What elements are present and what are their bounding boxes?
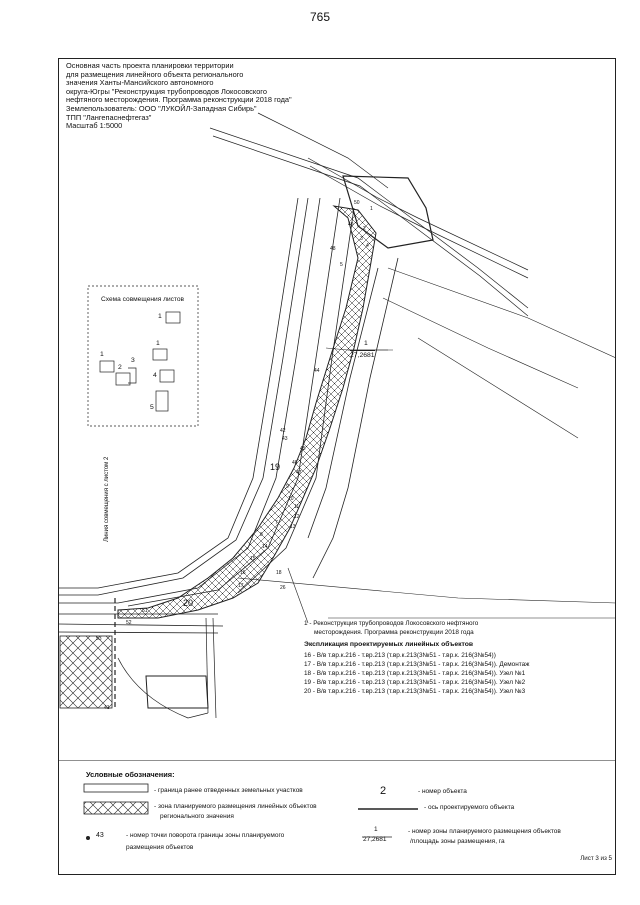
inset-title: Схема совмещения листов: [101, 296, 185, 303]
inset-sheet: [100, 361, 114, 372]
road-lines: [210, 113, 528, 316]
side-combination-label: Линия совмещения с листом 2: [104, 456, 110, 542]
point-number: 3: [360, 236, 363, 242]
inset-sheet: [116, 373, 130, 385]
title-line: Основная часть проекта планировки территории: [66, 61, 234, 70]
point-number: 14: [262, 544, 268, 550]
legend-zone-cont: регионального значения: [160, 813, 234, 820]
point-number: 9: [286, 484, 289, 490]
point-number: 46: [292, 460, 298, 466]
zone-symbol: [84, 802, 148, 814]
point-number: 47: [296, 470, 302, 476]
inset-sheet: [160, 370, 174, 382]
point-number: 43: [282, 436, 288, 442]
point-number: 52: [126, 620, 132, 626]
sheet-counter: Лист 3 из 5: [580, 855, 612, 862]
object-number: 19: [270, 462, 281, 472]
inset-sheet-label: 1: [156, 340, 160, 347]
legend-zone: - зона планируемого размещения линейных объектов: [154, 803, 317, 810]
point-number: 50: [354, 200, 360, 206]
point-number: 41: [104, 705, 110, 711]
point-number: 15: [250, 556, 256, 562]
planned-zone-left: [60, 636, 112, 708]
legend-boundary: - граница ранее отведенных земельных участков: [154, 787, 303, 794]
zone-number: 1: [364, 340, 368, 347]
boundary-symbol: [84, 784, 148, 792]
explication-lead: месторождения. Программа реконструкции 2018 года: [314, 628, 474, 636]
point-number: 16: [240, 570, 246, 576]
explication-row: 20 - В/в т.вр.к.216 - т.вр.213 (т.вр.к.213(3№51 - т.вр.к. 216(3№54)). Узел №3: [304, 687, 526, 695]
explication-row: 19 - В/в т.вр.к.216 - т.вр.213 (т.вр.к.213(3№51 - т.вр.к. 216(3№54)). Узел №2: [304, 678, 526, 686]
title-line: нефтяного месторождения. Программа реконструкции 2018 года": [66, 95, 292, 105]
inset-sheet-label: 1: [158, 313, 162, 320]
point-number: 13: [290, 524, 296, 530]
legend-fraction-cont: /площадь зоны размещения, га: [410, 838, 505, 845]
point-number: 7: [275, 520, 278, 526]
legend-fraction: - номер зоны планируемого размещения объектов: [408, 828, 561, 835]
zone-area: 27,2681: [350, 352, 375, 359]
bottom-pad: [146, 676, 208, 708]
point-number: 5: [340, 262, 343, 268]
explication-row: 18 - В/в т.вр.к.216 - т.вр.213 (т.вр.к.213(3№51 - т.вр.к. 216(3№54)). Узел №1: [304, 669, 526, 677]
corridor-lines: [58, 198, 398, 606]
legend-point-cont: размещения объектов: [126, 844, 194, 851]
legend-fraction-num: 1: [374, 826, 378, 833]
explication-row: 17 - В/в т.вр.к.216 - т.вр.213 (т.вр.к.213(3№51 - т.вр.к. 216(3№54)). Демонтаж: [304, 661, 530, 669]
inset-scheme: [88, 286, 198, 426]
legend-point-sample: 43: [96, 832, 104, 839]
inset-sheet-label: 2: [118, 364, 122, 371]
legend-point: - номер точки поворота границы зоны планируемого: [126, 832, 285, 839]
point-number: 18: [276, 570, 282, 576]
inset-sheet: [166, 312, 180, 323]
point-number: 8: [260, 532, 263, 538]
explication: [304, 620, 604, 696]
point-number: 48: [330, 246, 336, 252]
inset-sheet: [128, 368, 136, 383]
explication-title: Экспликация проектируемых линейных объектов: [304, 640, 474, 648]
planned-zone: [118, 206, 376, 618]
explication-lead: 1 - Реконструкция трубопроводов Локосовского нефтяного: [304, 620, 479, 627]
inset-sheet-label: 4: [153, 372, 157, 379]
point-number: 53: [96, 636, 102, 642]
inset-sheet-label: 3: [131, 357, 135, 364]
legend-axis: - ось проектируемого объекта: [424, 804, 515, 811]
inset-sheet-label: 5: [150, 404, 154, 411]
point-number: 42: [280, 428, 286, 434]
point-number: 10: [288, 496, 294, 502]
point-number: 51: [142, 608, 148, 614]
legend-object-sample: 2: [380, 785, 387, 797]
scale-label: Масштаб 1:5000: [66, 121, 123, 131]
point-number: 17: [238, 583, 244, 589]
point-symbol: [86, 836, 90, 840]
inset-frame: [88, 286, 198, 426]
point-number: 49: [348, 222, 354, 228]
title-line: для размещения линейного объекта регионального: [66, 69, 244, 79]
title-line: значения Ханты-Мансийского автономного: [66, 78, 214, 88]
inset-sheet-label: 1: [100, 351, 104, 358]
object-number: 20: [183, 598, 194, 608]
point-number: 44: [314, 368, 320, 374]
point-number: 45: [300, 446, 306, 452]
legend-object: - номер объекта: [418, 788, 467, 795]
inset-sheet: [153, 349, 167, 360]
point-number: 4: [366, 243, 369, 249]
page-number: 765: [309, 10, 331, 24]
title-line: ТПП "Лангепаснефтегаз": [66, 112, 152, 122]
title-line: Землепользователь: ООО "ЛУКОЙЛ-Западная Сибирь": [66, 103, 257, 113]
point-number: 2: [363, 226, 366, 232]
point-number: 26: [280, 585, 286, 591]
title-line: округа-Югры "Реконструкция трубопроводов Локосовского: [66, 86, 267, 96]
explication-row: 16 - В/в т.вр.к.216 - т.вр.213 (т.вр.к.213(3№51 - т.вр.к. 216(3№54)): [304, 652, 496, 660]
inset-sheet: [156, 391, 168, 411]
legend-fraction-den: 27,2681: [363, 836, 387, 843]
point-number: 12: [294, 514, 300, 520]
point-number: 1: [370, 206, 373, 212]
point-number: 11: [294, 504, 300, 510]
legend-title: Условные обозначения:: [86, 770, 175, 779]
